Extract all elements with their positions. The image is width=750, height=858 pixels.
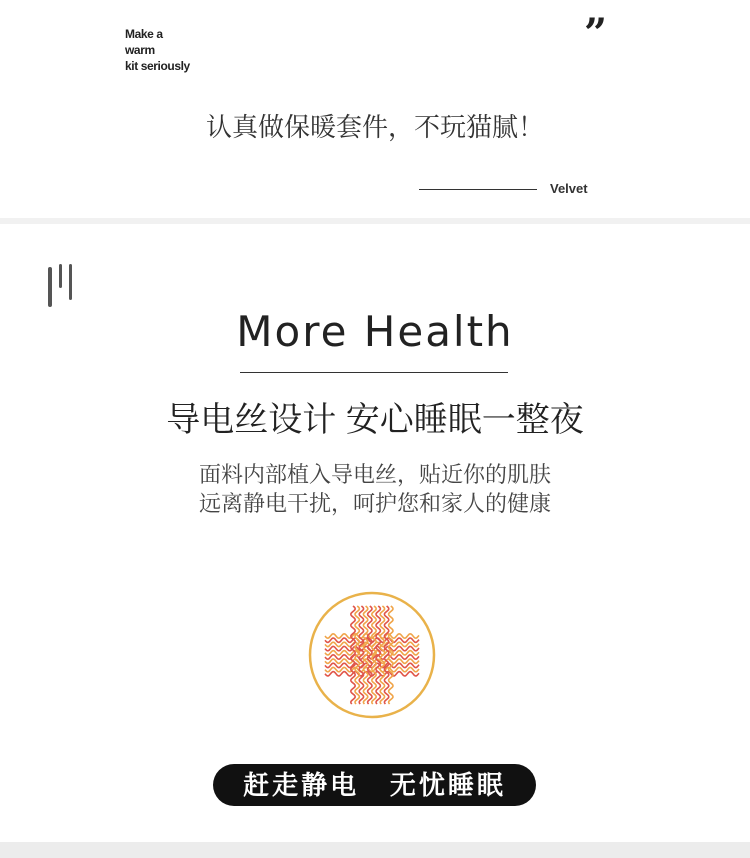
description-line-1: 面料内部植入导电丝，贴近你的肌肤 (198, 462, 551, 487)
slogan: 认真做保暖套件，不玩猫腻！ (205, 112, 544, 142)
bottom-strip (0, 842, 750, 858)
wave-group (325, 606, 419, 704)
tagline-line-1: Make a (125, 27, 163, 41)
tagline-line-3: kit seriously (125, 59, 190, 73)
tagline (125, 26, 235, 74)
title-underline (240, 372, 508, 373)
vertical-bars-icon (46, 262, 76, 310)
intro-section (0, 0, 750, 218)
divider-line (419, 189, 537, 190)
conductive-wire-cross-icon (307, 590, 437, 720)
quote-mark-icon: ” (584, 10, 608, 57)
material-label: Velvet (550, 181, 588, 196)
section-title: More Health (236, 307, 514, 356)
slogan-pill: 赶走静电 无忧睡眠 (213, 764, 536, 806)
feature-headline: 导电丝设计 安心睡眠一整夜 (166, 401, 584, 439)
tagline-line-2: warm (125, 43, 155, 57)
feature-description (0, 460, 750, 518)
description-line-2: 远离静电干扰，呵护您和家人的健康 (198, 491, 551, 516)
